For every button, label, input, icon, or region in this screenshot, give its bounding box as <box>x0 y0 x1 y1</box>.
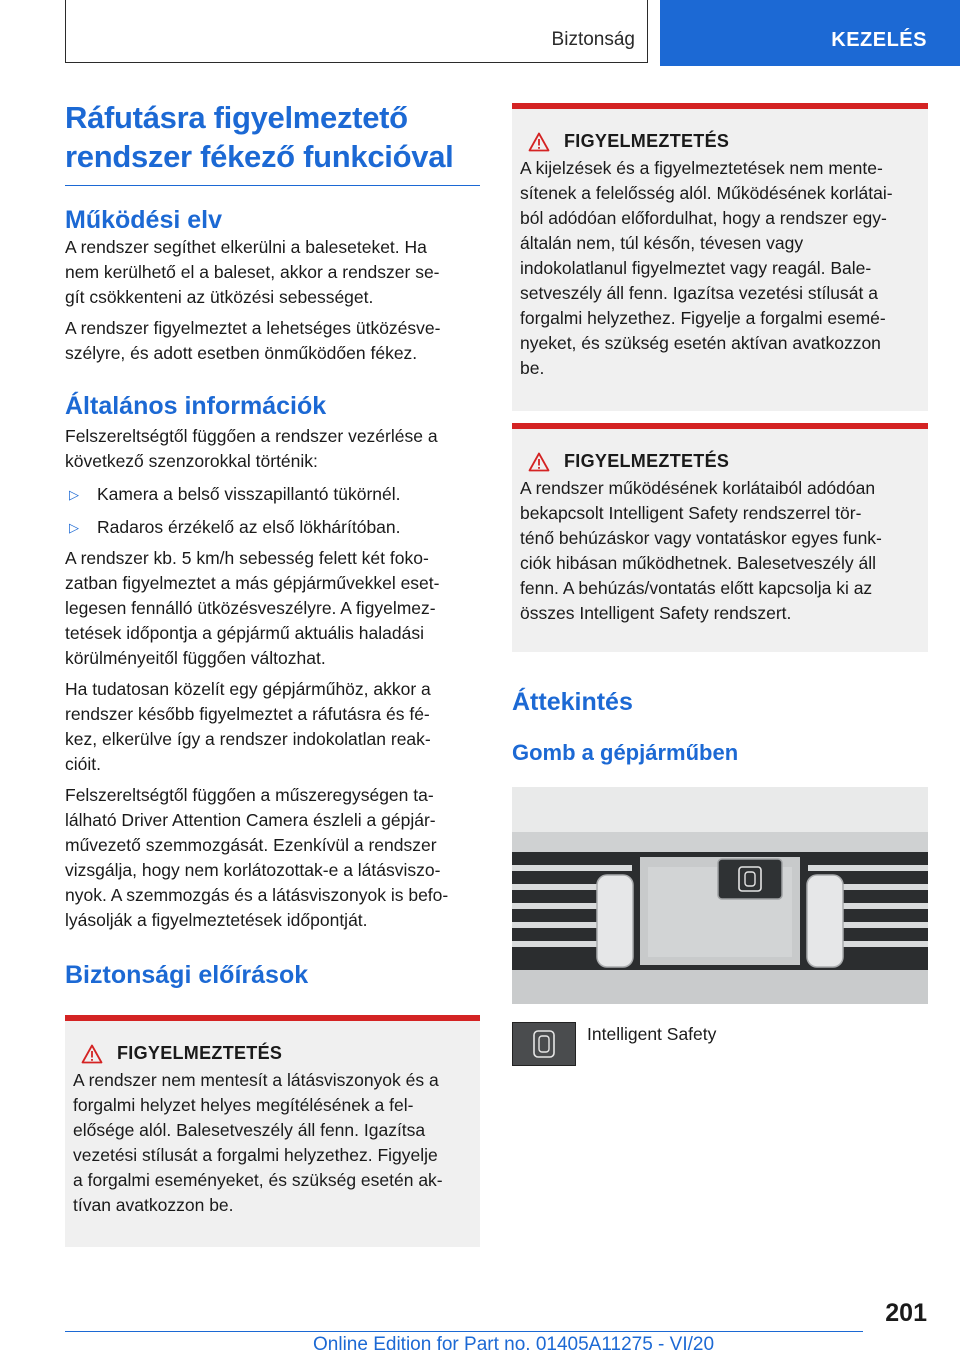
text-line: tívan avatkozzon be. <box>73 1195 234 1215</box>
text-line: nem kerülhető el a baleset, akkor a rendszer se- <box>65 262 440 282</box>
warning-title-text: FIGYELMEZTETÉS <box>564 131 730 151</box>
text-line: vizsgálja, hogy nem korlátozottak-e a látásviszo- <box>65 860 441 880</box>
text-line: be. <box>520 358 545 378</box>
list-item <box>65 515 480 540</box>
page-title <box>65 98 480 186</box>
text-line: cióit. <box>65 754 101 774</box>
text-line: gít csökkenteni az ütközési sebességet. <box>65 287 374 307</box>
paragraph-driver-camera <box>65 783 480 933</box>
text-line: szélyre, és adott esetben önműködően fékez. <box>65 343 418 363</box>
text-line: zatban figyelmeztet a más gépjárművekkel eset- <box>65 573 440 593</box>
text-line: A rendszer nem mentesít a látásviszonyok és a <box>73 1070 439 1090</box>
text-line: A rendszer figyelmeztet a lehetséges ütközésve- <box>65 318 441 338</box>
text-line: fenn. A behúzás/vontatás előtt kapcsolja ki az <box>520 578 873 598</box>
paragraph-warning-braking <box>65 316 480 366</box>
heading-biztonsagi-eloirasok: Biztonsági előírások <box>65 961 309 989</box>
warning-title-text: FIGYELMEZTETÉS <box>564 451 730 471</box>
page-title-line2: rendszer fékező funkcióval <box>65 139 454 174</box>
paragraph-approach <box>65 677 480 777</box>
text-line: ciók hibásan működhetnek. Balesetveszély áll <box>520 553 877 573</box>
text-line: Ha tudatosan közelít egy gépjárműhöz, akkor a <box>65 679 431 699</box>
text-line: ténő behúzáskor vagy vontatáskor egyes funk- <box>520 528 882 548</box>
text-line: lálható Driver Attention Camera észleli a gépjár- <box>65 810 436 830</box>
heading-altalanos-informaciok: Általános információk <box>65 392 327 420</box>
text-line: setveszély áll fenn. Igazítsa vezetési stílusát a <box>520 283 878 303</box>
page-number: 201 <box>885 1299 927 1327</box>
text-line: ból adódóan előfordulhat, hogy a rendszer egy- <box>520 208 887 228</box>
heading-attekintes: Áttekintés <box>512 688 633 716</box>
warning-triangle-icon <box>528 132 550 152</box>
header-section-title: Biztonság <box>551 29 635 50</box>
list-item-text: Kamera a belső visszapillantó tükörnél. <box>97 484 401 504</box>
bullet-triangle-icon: ▷ <box>69 520 79 535</box>
paragraph-sensors <box>65 424 480 474</box>
paragraph-speed-threshold <box>65 546 480 671</box>
text-line: sítenek a felelősség alól. Működésének korlátai- <box>520 183 893 203</box>
left-column <box>65 98 480 1247</box>
warning-title <box>73 1041 472 1066</box>
text-line: A rendszer segíthet elkerülni a baleseteket. Ha <box>65 237 427 257</box>
intelligent-safety-icon <box>512 1022 576 1066</box>
text-line: vezetési stílusát a forgalmi helyzethez. Figyelje <box>73 1145 438 1165</box>
header-chapter-tab <box>660 0 960 66</box>
text-line: nyok. A szemmozgás és a látásviszonyok is befo- <box>65 885 449 905</box>
warning-title <box>520 129 920 154</box>
text-line: kez, elkerülve így a rendszer indokolatlan reak- <box>65 729 431 749</box>
warning-triangle-icon <box>81 1044 103 1064</box>
text-line: összes Intelligent Safety rendszert. <box>520 603 792 623</box>
warning-box <box>512 103 928 411</box>
page-title-line1: Ráfutásra figyelmeztető <box>65 100 408 135</box>
text-line: forgalmi helyzethez. Figyelje a forgalmi esemé- <box>520 308 886 328</box>
header-section-box <box>65 0 648 63</box>
paragraph-intro <box>65 235 480 310</box>
list-item-text: Radaros érzékelő az első lökhárítóban. <box>97 517 401 537</box>
dashboard-vents-illustration <box>512 787 928 1004</box>
warning-title <box>520 449 920 474</box>
warning-triangle-icon <box>528 452 550 472</box>
warning-text <box>73 1068 472 1218</box>
text-line: A kijelzések és a figyelmeztetések nem mente- <box>520 158 883 178</box>
right-column <box>512 103 928 1084</box>
text-line: körülményeitől függően változhat. <box>65 648 326 668</box>
text-line: forgalmi helyzet helyes megítélésének a fel- <box>73 1095 414 1115</box>
warning-box <box>65 1015 480 1247</box>
text-line: Felszereltségtől függően a rendszer vezérlése a <box>65 426 438 446</box>
text-line: nyeket, és szükség esetén aktívan avatkozzon <box>520 333 881 353</box>
text-line: tetések időpontja a gépjármű aktuális haladási <box>65 623 424 643</box>
text-line: a forgalmi eseményeket, és szükség esetén ak- <box>73 1170 443 1190</box>
page-footer <box>0 1296 960 1362</box>
text-line: legesen fennálló ütközésveszélyre. A figyelmez- <box>65 598 436 618</box>
text-line: Felszereltségtől függően a műszeregységen ta- <box>65 785 434 805</box>
header-chapter-label: KEZELÉS <box>831 29 927 51</box>
warning-text <box>520 476 920 626</box>
text-line: A rendszer működésének korlátaiból adódóan <box>520 478 876 498</box>
text-line: bekapcsolt Intelligent Safety rendszerrel tör- <box>520 503 862 523</box>
button-legend <box>512 1022 928 1084</box>
text-line: A rendszer kb. 5 km/h sebesség felett két foko- <box>65 548 429 568</box>
text-line: lyásolják a figyelmeztetések időpontját. <box>65 910 368 930</box>
text-line: következő szenzorokkal történik: <box>65 451 318 471</box>
page-header <box>0 0 960 66</box>
text-line: indokolatlanul figyelmeztet vagy reagál. Bale- <box>520 258 872 278</box>
text-line: művezető szemmozgását. Ezenkívül a rendszer <box>65 835 437 855</box>
warning-text <box>520 156 920 381</box>
list-item <box>65 482 480 507</box>
warning-box <box>512 423 928 652</box>
footer-divider <box>65 1331 863 1332</box>
button-legend-label: Intelligent Safety <box>587 1024 717 1044</box>
heading-gomb-a-gepjarmuben: Gomb a gépjárműben <box>512 740 739 765</box>
warning-title-text: FIGYELMEZTETÉS <box>117 1043 283 1063</box>
footer-edition-text: Online Edition for Part no. 01405A11275 - VI/20 <box>313 1334 715 1355</box>
text-line: rendszer később figyelmeztet a ráfutásra és fé- <box>65 704 430 724</box>
text-line: elősége alól. Balesetveszély áll fenn. Igazítsa <box>73 1120 426 1140</box>
bullet-triangle-icon: ▷ <box>69 487 79 502</box>
vehicle-button-photo <box>512 787 928 1004</box>
heading-mukodesi-elv: Működési elv <box>65 206 222 234</box>
text-line: általán nem, túl későn, tévesen vagy <box>520 233 804 253</box>
